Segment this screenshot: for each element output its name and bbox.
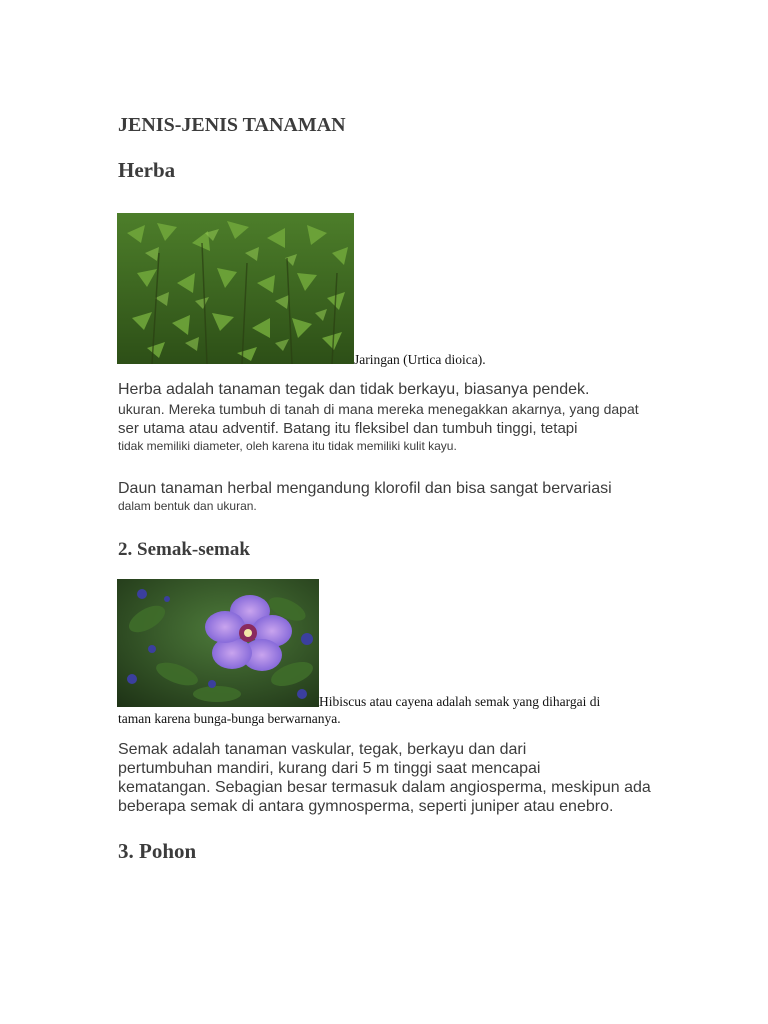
hibiscus-caption-line2: taman karena bunga-bunga berwarnanya. [118,711,341,726]
herba-para1-line3: ser utama atau adventif. Batang itu fleksibel dan tumbuh tinggi, tetapi [118,420,578,437]
herba-para1-line1: Herba adalah tanaman tegak dan tidak berkayu, biasanya pendek. [118,381,590,398]
semak-para-line1: Semak adalah tanaman vaskular, tegak, berkayu dan dari [118,741,527,758]
herba-para2-line1: Daun tanaman herbal mengandung klorofil dan bisa sangat bervariasi [118,480,612,497]
section-heading-semak: 2. Semak-semak [118,539,250,560]
hibiscus-photo [117,579,319,707]
nettle-photo [117,213,354,364]
section-heading-herba: Herba [118,158,176,182]
semak-para-line4: beberapa semak di antara gymnosperma, seperti juniper atau enebro. [118,798,614,815]
herba-para1-line4: tidak memiliki diameter, oleh karena itu tidak memiliki kulit kayu. [118,439,457,453]
hibiscus-caption-line1: Hibiscus atau cayena adalah semak yang dihargai di [319,694,601,709]
herba-para1-line2: ukuran. Mereka tumbuh di tanah di mana mereka menegakkan akarnya, yang dapat [118,401,639,417]
nettle-caption: Jaringan (Urtica dioica). [354,352,486,367]
herba-para2-line2: dalam bentuk dan ukuran. [118,499,257,513]
section-heading-pohon: 3. Pohon [118,839,197,863]
semak-para-line3: kematangan. Sebagian besar termasuk dalam angiosperma, meskipun ada [118,779,651,796]
document-title: JENIS-JENIS TANAMAN [118,114,346,136]
semak-para-line2: pertumbuhan mandiri, kurang dari 5 m tinggi saat mencapai [118,760,541,777]
